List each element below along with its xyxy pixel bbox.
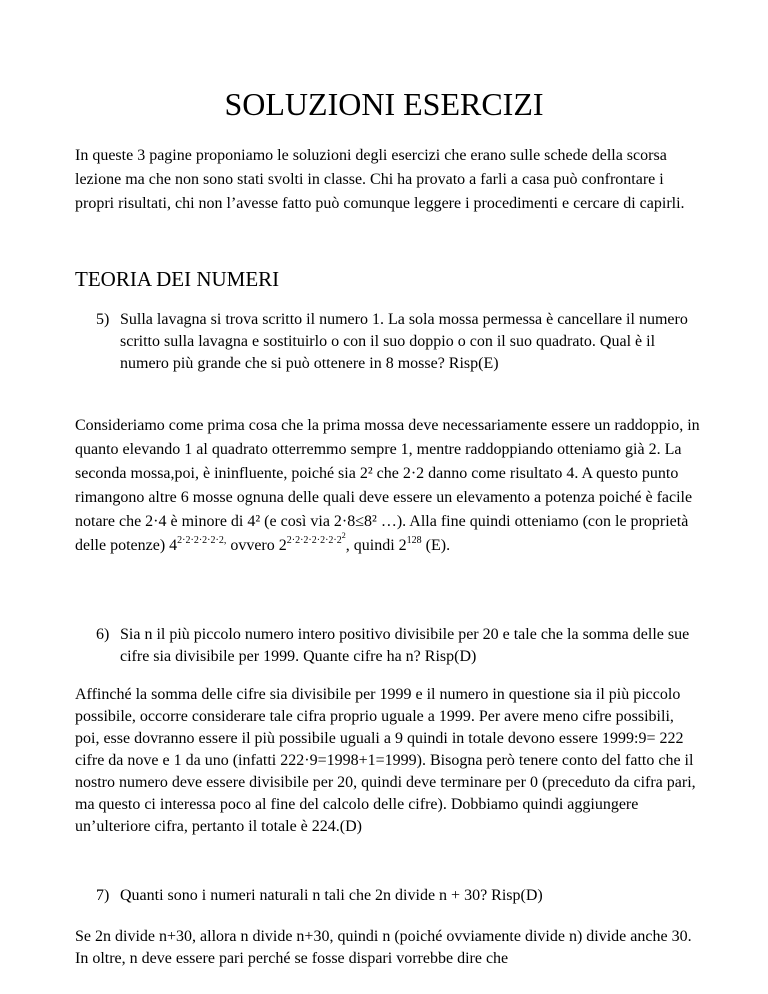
- solution-text: (E).: [421, 537, 451, 554]
- section-heading: TEORIA DEI NUMERI: [75, 267, 280, 291]
- formula-base: 4: [169, 537, 178, 554]
- formula-base: 2: [398, 537, 407, 554]
- exercise-7: [96, 885, 706, 907]
- formula-exponent: [286, 531, 346, 546]
- solution-5: [75, 414, 700, 558]
- page-title: SOLUZIONI ESERCIZI: [224, 86, 544, 122]
- exercise-number: 5): [96, 311, 110, 328]
- formula-base: 2: [278, 537, 287, 554]
- solution-text: Consideriamo come prima cosa che la prima mossa deve necessariamente essere un raddoppio, in quanto elevando 1 al quadrato otterremmo sempre 1, mentre raddoppiando otteniamo già 2. La seconda mossa,poi, è ininfluente, poiché sia 2² che 2·2 danno come risultato 4. A questo punto rimangono altre 6 mosse ognuna delle quali deve essere un elevamento a potenza poiché è facile notare che 2·4 è minore di 4² (e così via 2·8≤8² …). Alla fine quindi otteniamo (con le proprietà delle potenze): [75, 417, 700, 554]
- formula-exponent: 128: [406, 535, 422, 546]
- exercise-number: 7): [96, 887, 110, 904]
- intro-paragraph: In queste 3 pagine proponiamo le soluzioni degli esercizi che erano sulle schede della scorsa lezione ma che non sono stati svolti in classe. Chi ha provato a farli a casa può confrontare i propri risultati, chi non l’avesse fatto può comunque leggere i procedimenti e cercare di capirli.: [75, 147, 685, 212]
- exercise-text: Sia n il più piccolo numero intero positivo divisibile per 20 e tale che la somma delle sue cifre sia divisibile per 1999. Quante cifre ha n? Risp(D): [120, 626, 690, 665]
- solution-text: , quindi: [345, 537, 399, 554]
- exercise-number: 6): [96, 626, 110, 643]
- formula-exponent-top: 2: [341, 531, 346, 540]
- solution-6: Affinché la somma delle cifre sia divisibile per 1999 e il numero in questione sia il più piccolo possibile, occorre considerare tale cifra proprio uguale a 1999. Per avere meno cifre possibili, poi, esse dovranno essere il più possibile uguali a 9 quindi in totale devono essere 1999:9= 222 cifre da nove e 1 da uno (infatti 222·9=1998+1=1999). Bisogna però tenere conto del fatto che il nostro numero deve essere divisibile per 20, quindi deve terminare per 0 (preceduto da cifra pari, ma questo ci interessa poco al fine del calcolo delle cifre). Dobbiamo quindi aggiungere un’ulteriore cifra, pertanto il totale è 224.(D): [75, 686, 696, 835]
- solution-7: Se 2n divide n+30, allora n divide n+30, quindi n (poiché ovviamente divide n) divide anche 30. In oltre, n deve essere pari perché se fosse dispari vorrebbe dire che: [75, 928, 692, 967]
- formula-exponent: 2·2·2·2·2·2,: [177, 535, 227, 546]
- exercise-text: Sulla lavagna si trova scritto il numero 1. La sola mossa permessa è cancellare il numero scritto sulla lavagna e sostituirlo o con il suo doppio o con il suo quadrato. Qual è il numero più grande che si può ottenere in 8 mosse? Risp(E): [120, 311, 688, 372]
- solution-text: ovvero: [226, 537, 279, 554]
- formula-exponent-text: 2·2·2·2·2·2·2: [286, 535, 342, 546]
- exercise-text: Quanti sono i numeri naturali n tali che 2n divide n + 30? Risp(D): [120, 887, 543, 904]
- exercise-6: [96, 624, 706, 668]
- exercise-5: [96, 309, 706, 375]
